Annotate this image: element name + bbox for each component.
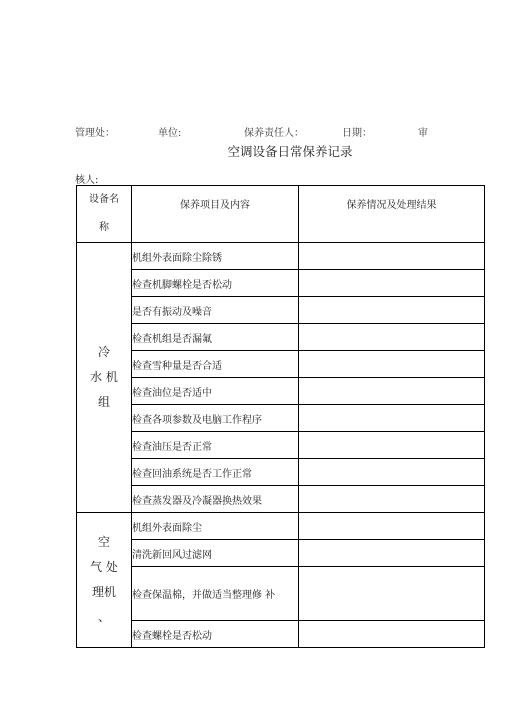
maintenance-item: 是否有振动及噪音: [132, 297, 299, 324]
unit-label: 单位:: [158, 128, 182, 139]
equipment-header-line2: 称: [99, 222, 109, 233]
group-name-line: 水 机: [90, 370, 118, 384]
maintenance-table: [76, 185, 485, 648]
maintenance-item: 检查回油系统是否工作正常: [132, 459, 299, 486]
date-label: 日期：: [342, 128, 372, 139]
group-name-line: 空: [97, 535, 110, 549]
maintenance-item: 检查蒸发器及冷凝器换热效果: [132, 486, 299, 513]
items-column-header: 保养项目及内容: [132, 186, 299, 243]
result-cell[interactable]: [299, 324, 485, 351]
table-row: [77, 513, 485, 540]
result-cell[interactable]: [299, 297, 485, 324]
result-cell[interactable]: [299, 378, 485, 405]
result-cell[interactable]: [299, 513, 485, 540]
table-row: [77, 459, 485, 486]
reviewer-label: 核人:: [75, 175, 99, 186]
table-row: [77, 621, 485, 648]
maintenance-item: 检查油位是否适中: [132, 378, 299, 405]
result-cell[interactable]: [299, 351, 485, 378]
result-cell[interactable]: [299, 432, 485, 459]
group-name-line: 组: [97, 395, 110, 409]
table-row: [77, 540, 485, 567]
result-column-header: 保养情况及处理结果: [299, 186, 485, 243]
audit-label: 审: [418, 128, 428, 139]
maintenance-person-label: 保养责任人：: [244, 128, 304, 139]
maintenance-item: 检查保温棉，并做适当整理修 补: [132, 567, 299, 621]
page-title: 空调设备日常保养记录: [227, 144, 353, 159]
equipment-column-header: [77, 186, 132, 243]
table-row: [77, 405, 485, 432]
management-label: 管理处：: [75, 128, 115, 139]
table-row: [77, 567, 485, 621]
maintenance-item: 清洗新回风过滤网: [132, 540, 299, 567]
group-name-line: 气 处: [90, 560, 118, 574]
table-row: [77, 297, 485, 324]
table-row: [77, 432, 485, 459]
group-name-line: 、: [97, 610, 110, 624]
header-line: [0, 124, 505, 138]
result-cell[interactable]: [299, 621, 485, 648]
table-row: [77, 378, 485, 405]
maintenance-item: 检查机组是否漏氟: [132, 324, 299, 351]
maintenance-item: 机组外表面除尘除锈: [132, 243, 299, 270]
maintenance-item: 检查各项参数及电脑工作程序: [132, 405, 299, 432]
table-row: [77, 324, 485, 351]
equipment-header-line1: 设备名: [89, 194, 119, 205]
group-name-line: 冷: [97, 345, 110, 359]
maintenance-item: 检查机脚螺栓是否松动: [132, 270, 299, 297]
equipment-group-air-handler: [77, 513, 132, 648]
maintenance-item: 检查螺栓是否松动: [132, 621, 299, 648]
maintenance-item: 检查雪种量是否合适: [132, 351, 299, 378]
result-cell[interactable]: [299, 540, 485, 567]
table-row: [77, 270, 485, 297]
maintenance-item: 检查油压是否正常: [132, 432, 299, 459]
table-row: [77, 486, 485, 513]
table-row: [77, 243, 485, 270]
result-cell[interactable]: [299, 270, 485, 297]
result-cell[interactable]: [299, 405, 485, 432]
result-cell[interactable]: [299, 243, 485, 270]
group-name-line: 理机: [91, 585, 116, 599]
maintenance-item: 机组外表面除尘: [132, 513, 299, 540]
result-cell[interactable]: [299, 567, 485, 621]
result-cell[interactable]: [299, 486, 485, 513]
table-row: [77, 351, 485, 378]
result-cell[interactable]: [299, 459, 485, 486]
table-header-row: [77, 186, 485, 243]
equipment-group-chiller: [77, 243, 132, 513]
